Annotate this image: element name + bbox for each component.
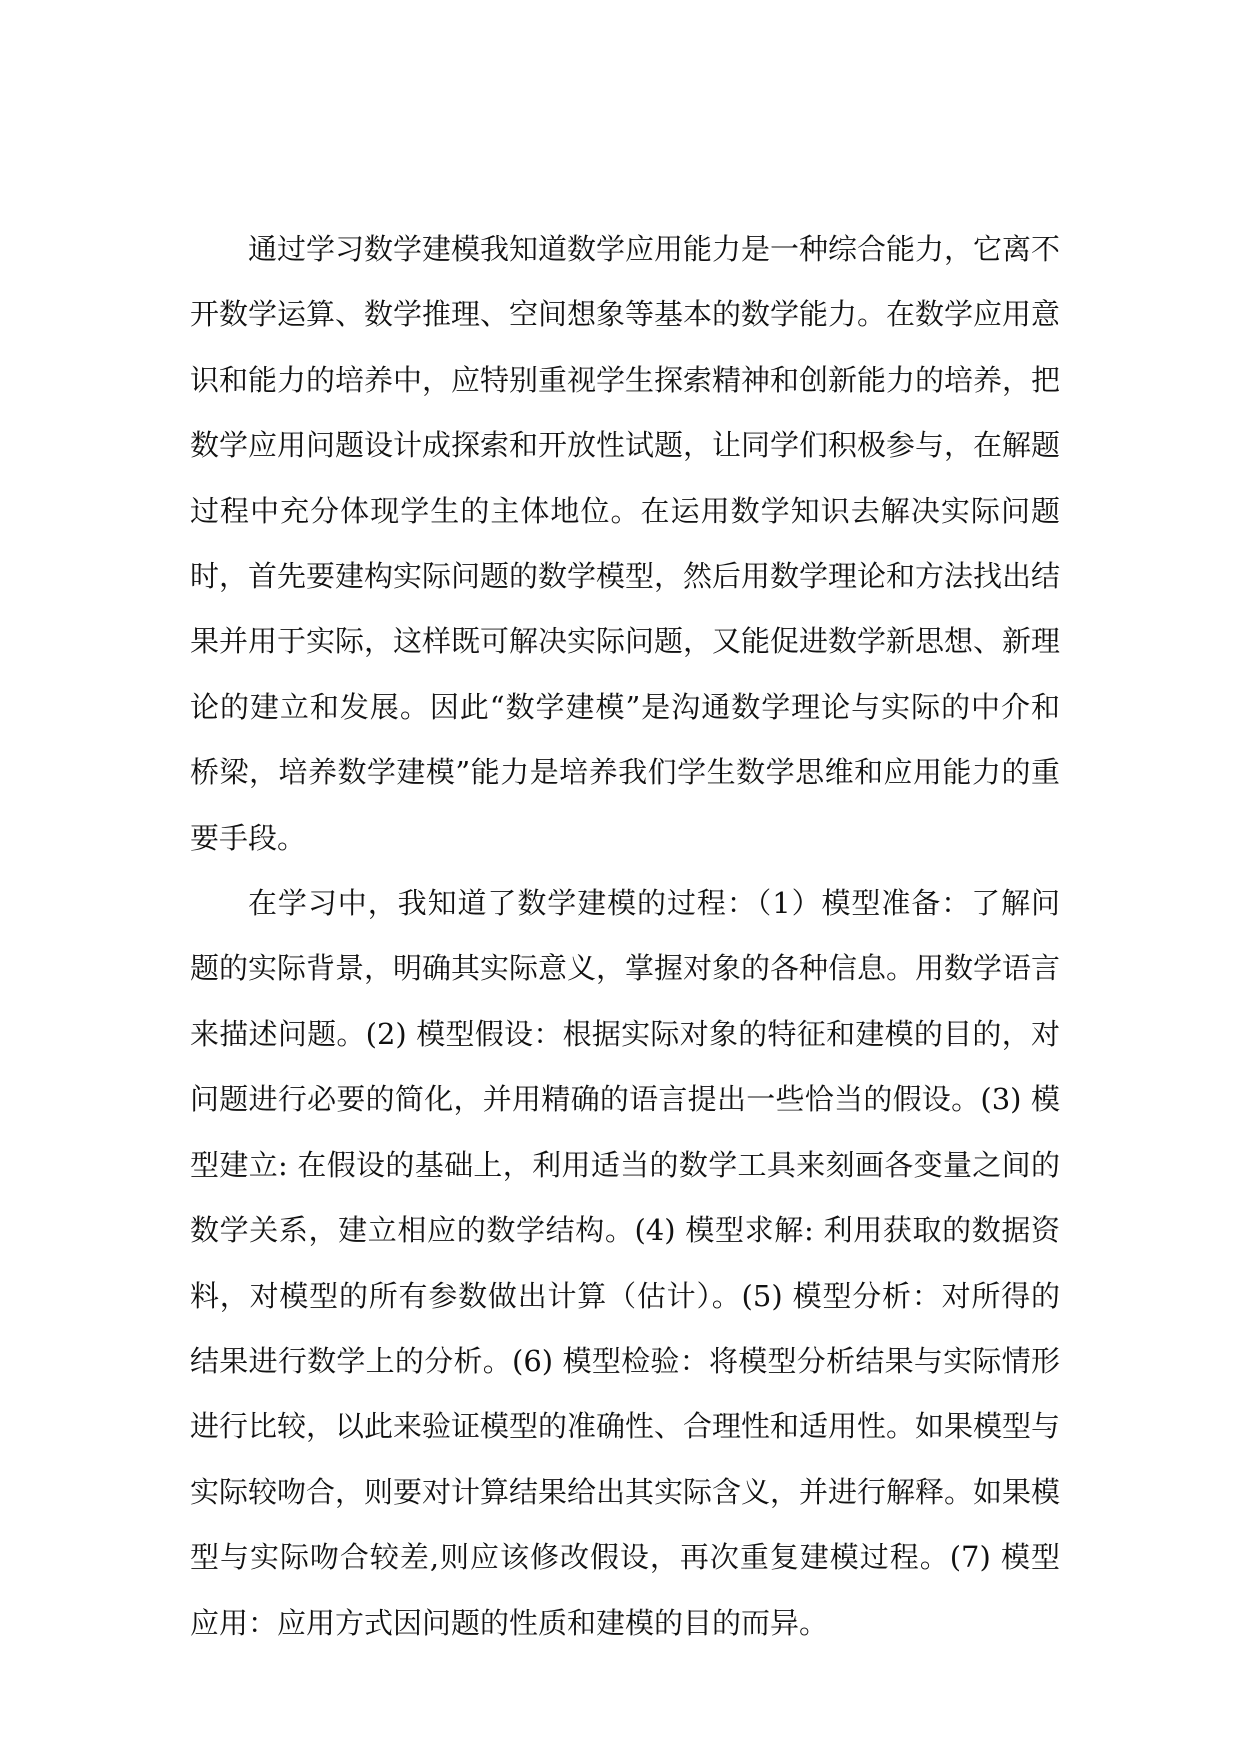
paragraph-2: 在学习中，我知道了数学建模的过程：（1）模型准备：了解问题的实际背景，明确其实际意义，掌握对象的各种信息。用数学语言来描述问题。(2) 模型假设：根据实际对象的特征和建模的目的，对问题进行必要的简化，并用精确的语言提出一些恰当的假设。(3) 模型建立: 在假设的基础上，利用适当的数学工具来刻画各变量之间的数学关系，建立相应的数学结构。(4) 模型求解: 利用获取的数据资料，对模型的所有参数做出计算（估计）。(5) 模型分析：对所得的结果进行数学上的分析。(6) 模型检验：将模型分析结果与实际情形进行比较，以此来验证模型的准确性、合理性和适用性。如果模型与实际较吻合，则要对计算结果给出其实际含义，并进行解释。如果模型与实际吻合较差,则应该修改假设，再次重复建模过程。(7) 模型应用：应用方式因问题的性质和建模的目的而异。 [190,886,1061,1640]
paragraph-1: 通过学习数学建模我知道数学应用能力是一种综合能力，它离不开数学运算、数学推理、空间想象等基本的数学能力。在数学应用意识和能力的培养中，应特别重视学生探索精神和创新能力的培养，把数学应用问题设计成探索和开放性试题，让同学们积极参与，在解题过程中充分体现学生的主体地位。在运用数学知识去解决实际问题时，首先要建构实际问题的数学模型，然后用数学理论和方法找出结果并用于实际，这样既可解决实际问题，又能促进数学新思想、新理论的建立和发展。因此“数学建模”是沟通数学理论与实际的中介和桥梁，培养数学建模”能力是培养我们学生数学思维和应用能力的重要手段。 [190,232,1061,855]
document-body [190,217,1060,1656]
